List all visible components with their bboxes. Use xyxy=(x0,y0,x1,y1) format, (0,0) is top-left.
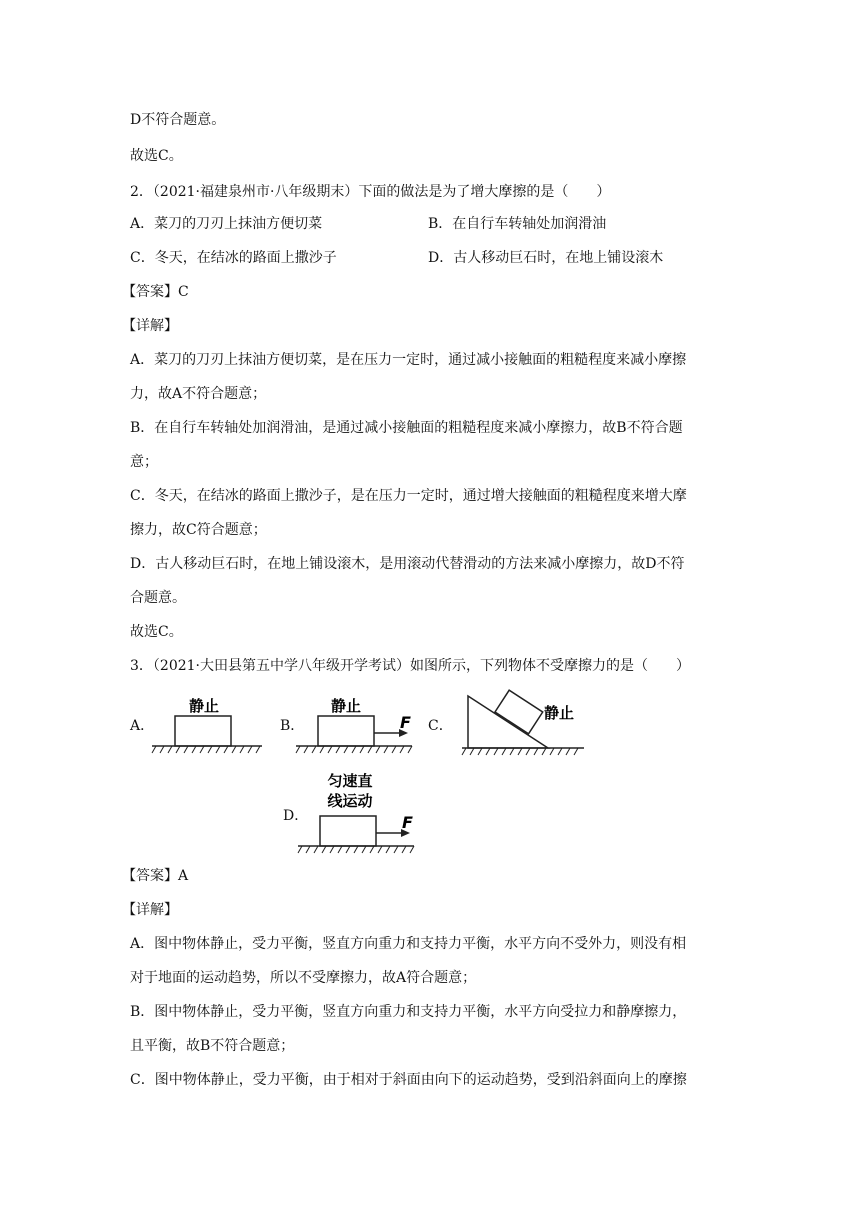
figure-c-letter: C． xyxy=(428,718,453,734)
q3-detail-title: 【详解】 xyxy=(122,902,178,918)
q2-detail-line: D．古人移动巨石时，在地上铺设滚木，是用滚动代替滑动的方法来减小摩擦力，故D不符 xyxy=(130,556,685,572)
q2-detail-line: 擦力，故C符合题意； xyxy=(130,522,267,538)
figure-c-label: 静止 xyxy=(544,704,575,722)
q2-option-b: B．在自行车转轴处加润滑油 xyxy=(428,216,607,232)
question-2-stem: 2．（2021·福建泉州市·八年级期末）下面的做法是为了增大摩擦的是（ ） xyxy=(130,184,611,200)
q2-detail-line: 故选C。 xyxy=(130,624,183,640)
figure-d-label-line-2: 线运动 xyxy=(327,792,373,810)
figure-b-force-label: F xyxy=(400,713,411,732)
figure-a-label: 静止 xyxy=(188,697,220,715)
question-3-stem: 3．（2021·大田县第五中学八年级开学考试）如图所示，下列物体不受摩擦力的是（ ） xyxy=(130,658,690,674)
q3-answer: 【答案】A xyxy=(122,868,189,884)
q3-detail-line: C．图中物体静止，受力平衡，由于相对于斜面由向下的运动趋势，受到沿斜面向上的摩擦 xyxy=(130,1072,687,1088)
q2-option-c: C．冬天，在结冰的路面上撒沙子 xyxy=(130,250,337,266)
text-line: D不符合题意。 xyxy=(130,112,226,128)
figure-b-diagram xyxy=(294,690,418,756)
q2-detail-line: A．菜刀的刀刃上抹油方便切菜，是在压力一定时，通过减小接触面的粗糙程度来减小摩擦 xyxy=(130,352,687,368)
q2-detail-line: 合题意。 xyxy=(130,590,186,606)
figure-d-diagram xyxy=(296,770,420,856)
figure-b-label: 静止 xyxy=(330,697,362,715)
figure-d-label-line-1: 匀速直 xyxy=(327,772,373,790)
q3-detail-line: 且平衡，故B不符合题意； xyxy=(130,1038,295,1054)
figure-a-letter: A． xyxy=(130,718,155,734)
q2-detail-line: 意； xyxy=(130,454,158,470)
q3-detail-line: A．图中物体静止，受力平衡，竖直方向重力和支持力平衡，水平方向不受外力，则没有相 xyxy=(130,936,687,952)
figure-a-diagram xyxy=(150,690,266,756)
q2-detail-line: C．冬天，在结冰的路面上撒沙子，是在压力一定时，通过增大接触面的粗糙程度来增大摩 xyxy=(130,488,687,504)
q2-answer: 【答案】C xyxy=(122,284,189,300)
q3-detail-line: B．图中物体静止，受力平衡，竖直方向重力和支持力平衡，水平方向受拉力和静摩擦力， xyxy=(130,1004,687,1020)
q3-detail-line: 对于地面的运动趋势，所以不受摩擦力，故A符合题意； xyxy=(130,970,477,986)
q2-detail-line: B．在自行车转轴处加润滑油，是通过减小接触面的粗糙程度来减小摩擦力，故B不符合题 xyxy=(130,420,683,436)
text-line: 故选C。 xyxy=(130,148,183,164)
figure-d-force-label: F xyxy=(402,813,413,832)
figure-b-letter: B． xyxy=(280,718,305,734)
q2-option-d: D．古人移动巨石时，在地上铺设滚木 xyxy=(428,250,664,266)
q2-detail-line: 力，故A不符合题意； xyxy=(130,386,267,402)
q2-option-a: A．菜刀的刀刃上抹油方便切菜 xyxy=(130,216,323,232)
figure-c-diagram xyxy=(460,686,590,758)
figure-d-letter: D． xyxy=(283,808,309,824)
q2-detail-title: 【详解】 xyxy=(122,318,178,334)
